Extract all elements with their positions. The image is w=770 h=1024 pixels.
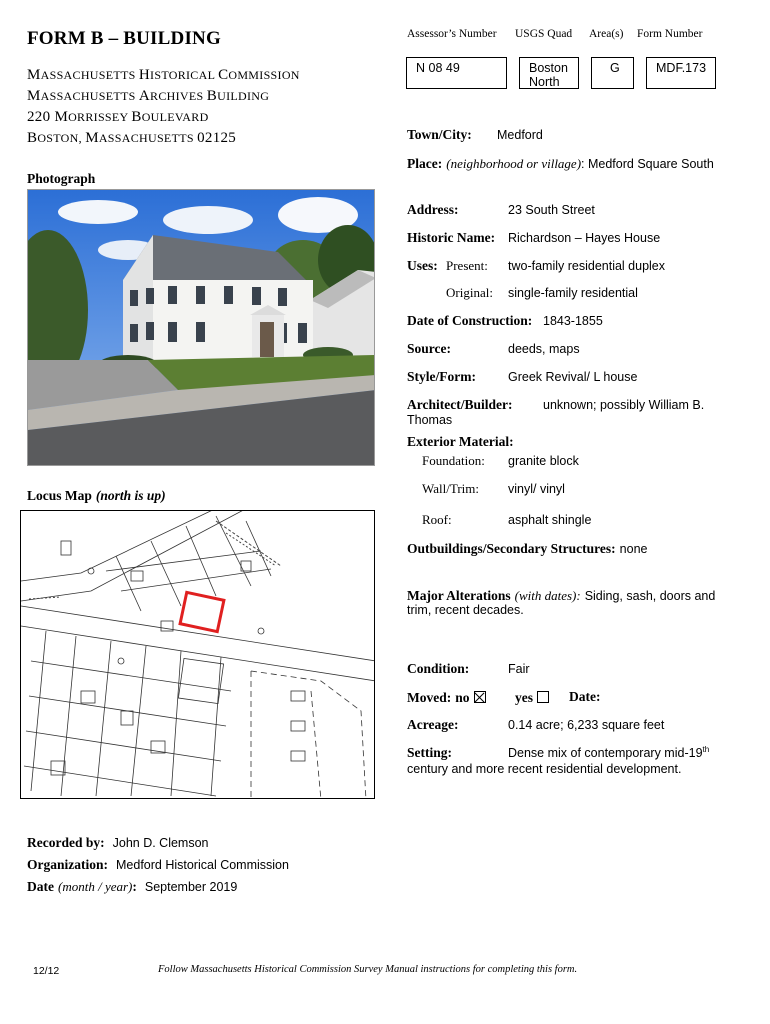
photo-illustration — [28, 190, 375, 466]
form-number-value: MDF.173 — [656, 61, 707, 75]
agency-line-2: MASSACHUSETTS ARCHIVES BUILDING — [27, 88, 270, 104]
condition-label: Condition: — [407, 661, 470, 676]
place-hint: (neighborhood or village) — [446, 156, 582, 171]
date-of-construction-value[interactable]: 1843-1855 — [543, 314, 603, 328]
acreage-value[interactable]: 0.14 acre; 6,233 square feet — [508, 718, 665, 732]
architect-builder-value-cont[interactable]: Thomas — [407, 413, 453, 427]
form-title: FORM B – BUILDING — [27, 28, 221, 49]
foundation-value[interactable]: granite block — [508, 454, 579, 468]
setting-value-cont[interactable]: century and more recent residential development. — [407, 762, 682, 776]
areas-value: G — [610, 61, 620, 75]
recorded-by-value[interactable]: John D. Clemson — [112, 836, 209, 850]
date-of-construction-label: Date of Construction: — [407, 313, 533, 328]
major-alterations-label: Major Alterations — [407, 588, 511, 603]
usgs-quad-field[interactable] — [519, 57, 579, 89]
uses-label: Uses: — [407, 258, 438, 273]
setting-label: Setting: — [407, 745, 452, 760]
form-number-label: Form Number — [637, 28, 703, 40]
present-label: Present: — [446, 258, 488, 273]
record-date-value[interactable]: September 2019 — [144, 880, 238, 894]
architect-builder-value[interactable]: unknown; possibly William B. — [543, 398, 705, 412]
agency-line-1: MASSACHUSETTS HISTORICAL COMMISSION — [27, 67, 300, 83]
historic-name-label: Historic Name: — [407, 230, 496, 245]
historic-name-value[interactable]: Richardson – Hayes House — [508, 231, 661, 245]
record-date-label: Date — [27, 879, 54, 894]
footer-instructions: Follow Massachusetts Historical Commission Survey Manual instructions for completing this form. — [158, 964, 578, 975]
place-value[interactable]: : Medford Square South — [581, 157, 714, 171]
foundation-label: Foundation: — [422, 453, 485, 468]
moved-yes-checkbox[interactable] — [537, 691, 549, 703]
usgs-quad-value-1: Boston — [529, 61, 568, 75]
present-use-value[interactable]: two-family residential duplex — [508, 259, 666, 273]
locus-map — [20, 510, 375, 799]
original-use-value[interactable]: single-family residential — [508, 286, 638, 300]
wall-trim-value[interactable]: vinyl/ vinyl — [508, 482, 565, 496]
assessor-number-field[interactable] — [406, 57, 507, 89]
moved-yes-label: yes — [515, 690, 533, 705]
outbuildings-label: Outbuildings/Secondary Structures: — [407, 541, 616, 556]
address-value[interactable]: 23 South Street — [508, 203, 595, 217]
outbuildings-row — [407, 540, 647, 558]
condition-value[interactable]: Fair — [508, 662, 530, 676]
locus-map-illustration — [21, 511, 375, 799]
style-form-label: Style/Form: — [407, 369, 476, 384]
areas-label: Area(s) — [589, 28, 624, 40]
agency-line-3: 220 MORRISSEY BOULEVARD — [27, 109, 209, 125]
original-label: Original: — [446, 285, 493, 300]
recorded-by-row — [27, 834, 209, 852]
organization-row — [27, 856, 289, 874]
moved-yes-group — [515, 689, 549, 707]
record-date-row — [27, 878, 237, 896]
areas-field[interactable] — [591, 57, 634, 89]
town-city-value[interactable]: Medford — [497, 128, 543, 142]
locus-map-heading — [27, 487, 166, 505]
address-label: Address: — [407, 202, 459, 217]
wall-trim-label: Wall/Trim: — [422, 481, 479, 496]
form-number-field[interactable] — [646, 57, 716, 89]
roof-label: Roof: — [422, 512, 452, 527]
setting-value[interactable]: Dense mix of contemporary mid-19th — [508, 745, 710, 761]
organization-value[interactable]: Medford Historical Commission — [116, 858, 289, 872]
acreage-label: Acreage: — [407, 717, 459, 732]
major-alterations-value-cont[interactable]: trim, recent decades. — [407, 603, 524, 617]
assessor-number-value: N 08 49 — [416, 61, 460, 75]
usgs-quad-label: USGS Quad — [515, 28, 573, 40]
major-alterations-value[interactable]: Siding, sash, doors and — [584, 589, 716, 603]
style-form-value[interactable]: Greek Revival/ L house — [508, 370, 638, 384]
source-label: Source: — [407, 341, 451, 356]
organization-label: Organization: — [27, 857, 108, 872]
page-number: 12/12 — [33, 965, 60, 977]
exterior-material-label: Exterior Material: — [407, 434, 514, 449]
place-label: Place: — [407, 156, 443, 171]
locus-map-hint: (north is up) — [95, 488, 166, 503]
town-city-label: Town/City: — [407, 127, 472, 142]
recorded-by-label: Recorded by: — [27, 835, 105, 850]
record-date-colon: : — [132, 879, 137, 894]
architect-builder-label: Architect/Builder: — [407, 397, 513, 412]
source-value[interactable]: deeds, maps — [508, 342, 580, 356]
photograph-label: Photograph — [27, 171, 96, 186]
moved-no-label: no — [455, 690, 470, 705]
locus-map-label: Locus Map — [27, 488, 92, 503]
place-row — [407, 155, 714, 173]
agency-line-4: BOSTON, MASSACHUSETTS 02125 — [27, 130, 237, 146]
subject-parcel-marker — [180, 592, 224, 631]
moved-date-label: Date: — [569, 689, 601, 704]
record-date-hint: (month / year) — [58, 879, 133, 894]
usgs-quad-value-2: North — [529, 75, 560, 89]
moved-label: Moved: — [407, 690, 452, 705]
roof-value[interactable]: asphalt shingle — [508, 513, 592, 527]
outbuildings-value[interactable]: none — [619, 542, 648, 556]
moved-row — [407, 689, 486, 707]
moved-no-checkbox[interactable] — [474, 691, 486, 703]
assessor-number-label: Assessor’s Number — [407, 28, 497, 40]
major-alterations-hint: (with dates): — [514, 588, 581, 603]
building-photograph — [27, 189, 375, 466]
